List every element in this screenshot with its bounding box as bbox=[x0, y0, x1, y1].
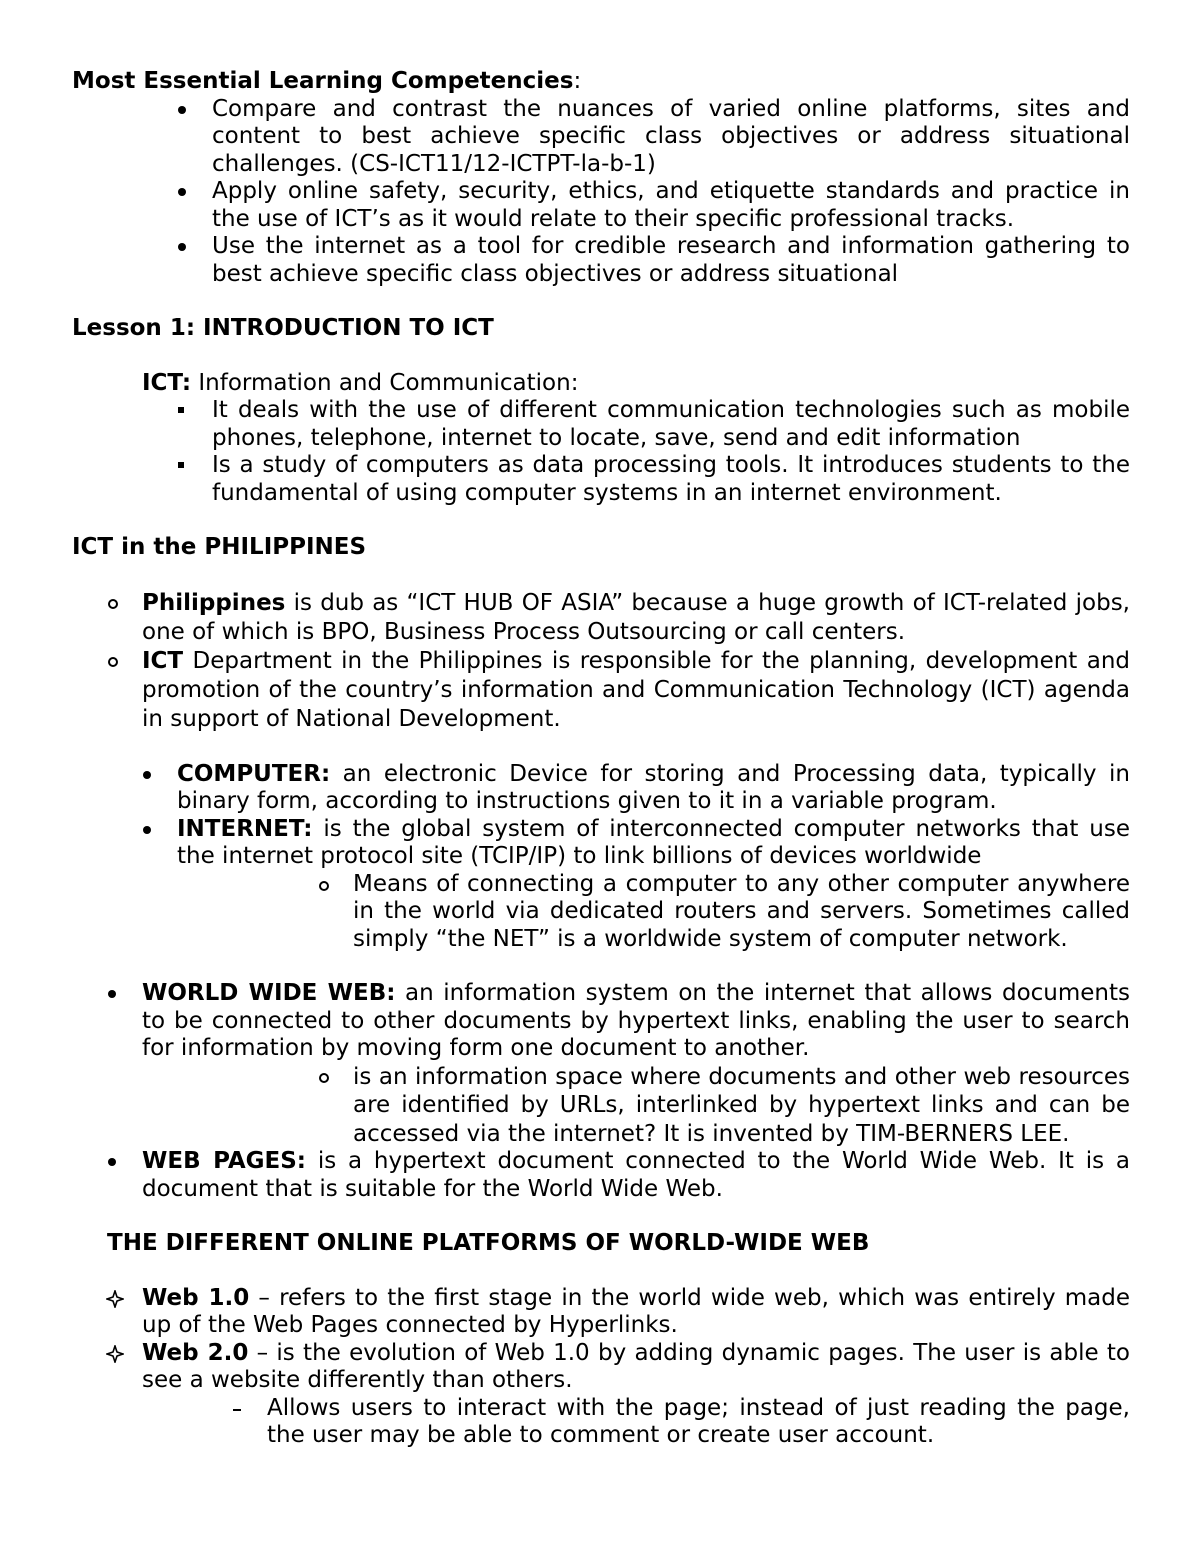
lesson-point-text: It deals with the use of different communication technologies such as mobile phones, telephone, internet to locate, save, send and edit information bbox=[212, 397, 1130, 451]
lesson-point bbox=[212, 452, 1130, 507]
philippines-term: Philippines bbox=[142, 589, 286, 616]
document-page bbox=[72, 68, 1130, 1450]
internet-definition bbox=[177, 816, 1130, 871]
lesson-point bbox=[212, 397, 1130, 452]
competency-item bbox=[212, 96, 1130, 179]
competency-text: Use the internet as a tool for credible research and information gathering to best achieve specific class objectives or address situational bbox=[212, 233, 1130, 287]
bullet-ring-icon bbox=[319, 881, 329, 891]
web2-sub-text: Allows users to interact with the page; instead of just reading the page, the user may be able to comment or create user account. bbox=[267, 1394, 1130, 1448]
platforms-title: THE DIFFERENT ONLINE PLATFORMS OF WORLD-WIDE WEB bbox=[107, 1230, 870, 1256]
bullet-dot-icon bbox=[143, 771, 151, 779]
www-definition bbox=[142, 980, 1130, 1063]
internet-text: is the global system of interconnected computer networks that use the internet protocol site (TCIP/IP) to link billions of devices worldwide bbox=[177, 815, 1130, 869]
bullet-diamond-icon bbox=[106, 1345, 124, 1363]
bullet-diamond-icon bbox=[106, 1290, 124, 1308]
bullet-dot-icon bbox=[178, 106, 186, 114]
competencies-heading bbox=[72, 68, 1130, 96]
internet-sub-text: Means of connecting a computer to any other computer anywhere in the world via dedicated routers and servers. Sometimes called simply “the NET” is a worldwide system of computer network. bbox=[353, 870, 1130, 952]
www-subpoint bbox=[353, 1063, 1130, 1149]
bullet-ring-icon bbox=[319, 1073, 329, 1083]
competency-text: Compare and contrast the nuances of varied online platforms, sites and content to best achieve specific class objectives or address situational challenges. (CS-ICT11/12-ICTPT-la-b-1) bbox=[212, 95, 1130, 177]
bullet-dash-icon bbox=[233, 1409, 241, 1411]
ict-term: ICT: bbox=[142, 369, 192, 396]
bullet-dot-icon bbox=[178, 188, 186, 196]
web1-term: Web 1.0 bbox=[142, 1284, 250, 1311]
web1-text: – refers to the first stage in the world wide web, which was entirely made up of the Web Pages connected by Hyperlinks. bbox=[142, 1284, 1130, 1338]
philippines-item bbox=[142, 589, 1130, 647]
competency-text: Apply online safety, security, ethics, and etiquette standards and practice in the use of ICT’s as it would relate to their specific professional tracks. bbox=[212, 178, 1130, 232]
competency-item bbox=[212, 233, 1130, 288]
platform-item bbox=[142, 1285, 1130, 1340]
competency-item bbox=[212, 178, 1130, 233]
computer-definition bbox=[177, 761, 1130, 816]
ict-dept-term: ICT bbox=[142, 647, 184, 674]
web2-text: – is the evolution of Web 1.0 by adding dynamic pages. The user is able to see a website differently than others. bbox=[142, 1339, 1130, 1393]
webpages-term: WEB PAGES: bbox=[142, 1148, 307, 1174]
bullet-square-icon bbox=[178, 462, 184, 468]
web2-term: Web 2.0 bbox=[142, 1339, 249, 1366]
lesson-point-text: Is a study of computers as data processing tools. It introduces students to the fundamental of using computer systems in an internet environment. bbox=[212, 452, 1130, 506]
philippines-item bbox=[142, 647, 1130, 734]
bullet-ring-icon bbox=[108, 657, 118, 667]
www-term: WORLD WIDE WEB: bbox=[142, 980, 396, 1006]
internet-term: INTERNET: bbox=[177, 815, 313, 842]
platform-item bbox=[142, 1340, 1130, 1395]
computer-term: COMPUTER: bbox=[177, 760, 331, 787]
lesson-title: Lesson 1: INTRODUCTION TO ICT bbox=[72, 315, 494, 341]
computer-text: an electronic Device for storing and Processing data, typically in binary form, according to instructions given to it in a variable program. bbox=[177, 760, 1130, 814]
ict-dept-text: Department in the Philippines is responsible for the planning, development and promotion of the country’s information and Communication Technology (ICT) agenda in support of National Development. bbox=[142, 647, 1130, 732]
bullet-dot-icon bbox=[108, 1158, 116, 1166]
bullet-square-icon bbox=[178, 407, 184, 413]
philippines-title: ICT in the PHILIPPINES bbox=[72, 534, 367, 560]
bullet-ring-icon bbox=[108, 599, 118, 609]
web2-subpoint bbox=[267, 1395, 1130, 1450]
bullet-dot-icon bbox=[108, 990, 116, 998]
internet-subpoint bbox=[353, 871, 1130, 954]
ict-def-text: Information and Communication: bbox=[191, 369, 579, 396]
webpages-text: is a hypertext document connected to the World Wide Web. It is a document that is suitable for the World Wide Web. bbox=[142, 1148, 1130, 1202]
bullet-dot-icon bbox=[178, 243, 186, 251]
www-sub-text: is an information space where documents and other web resources are identified by URLs, interlinked by hypertext links and can be accessed via the internet? It is invented by TIM-BERNERS LEE. bbox=[353, 1063, 1130, 1147]
philippines-text: is dub as “ICT HUB OF ASIA” because a huge growth of ICT-related jobs, one of which is BPO, Business Process Outsourcing or call centers. bbox=[142, 589, 1130, 645]
competencies-title: Most Essential Learning Competencies bbox=[72, 68, 574, 94]
ict-definition bbox=[142, 370, 1130, 398]
competencies-colon: : bbox=[573, 68, 582, 94]
bullet-dot-icon bbox=[143, 826, 151, 834]
www-text: an information system on the internet that allows documents to be connected to other documents by hypertext links, enabling the user to search for information by moving form one document to another. bbox=[142, 980, 1131, 1061]
webpages-definition bbox=[142, 1148, 1130, 1203]
